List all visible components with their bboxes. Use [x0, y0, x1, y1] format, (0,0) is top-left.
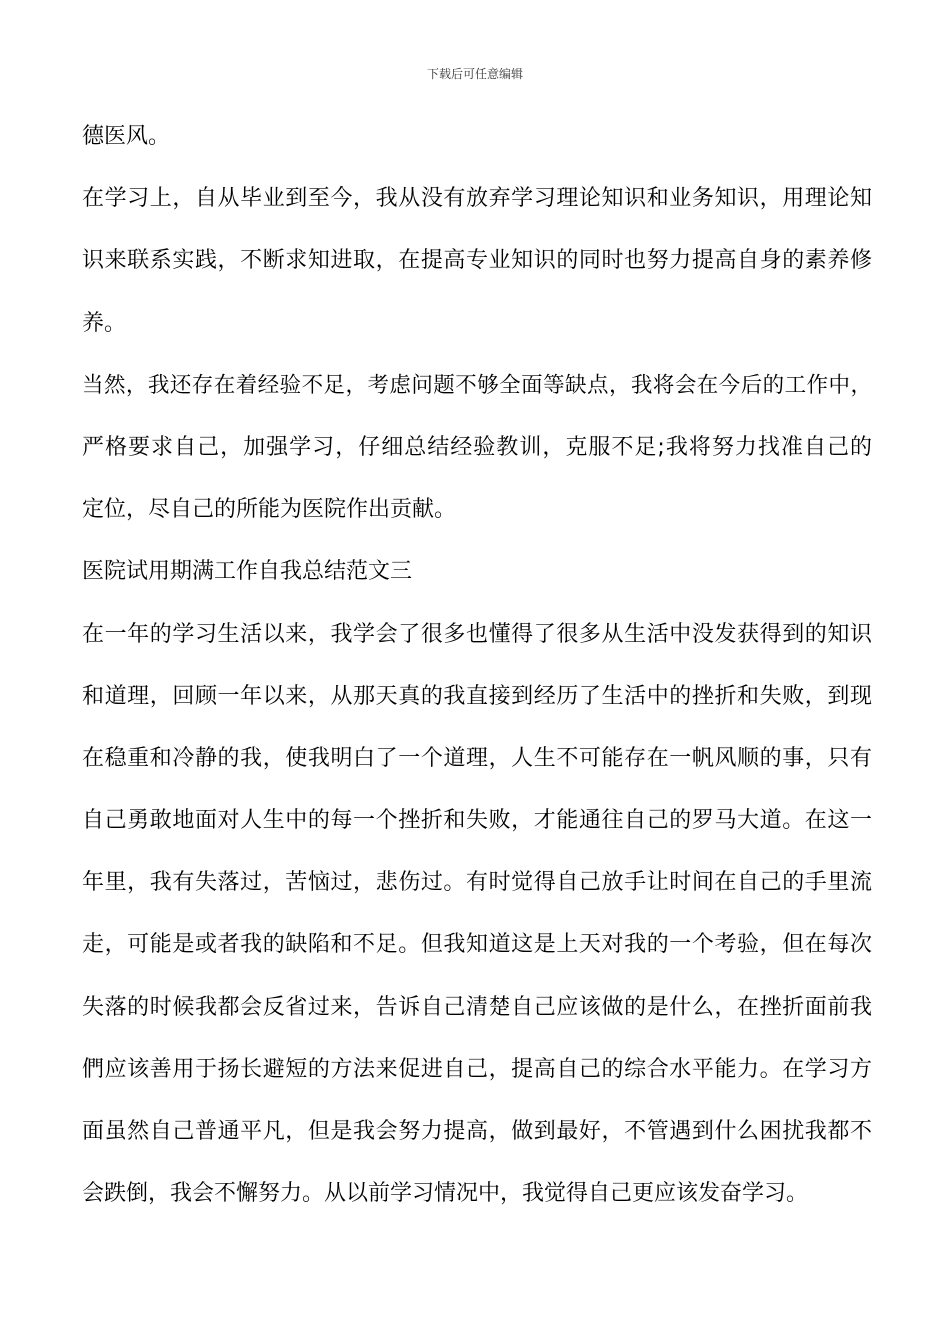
- text-line: 在一年的学习生活以来，我学会了很多也懂得了很多从生活中没发获得到的知识: [82, 621, 872, 647]
- text-line: 在稳重和冷静的我，使我明白了一个道理，人生不可能存在一帆风顺的事，只有: [82, 745, 872, 771]
- text-line: 会跌倒，我会不懈努力。从以前学习情况中，我觉得自己更应该发奋学习。: [82, 1181, 809, 1207]
- document-body: [82, 121, 872, 1240]
- section-heading: 医院试用期满工作自我总结范文三: [82, 559, 413, 585]
- text-line: 年里，我有失落过，苦恼过，悲伤过。有时觉得自己放手让时间在自己的手里流: [82, 870, 872, 896]
- text-line: 严格要求自己，加强学习，仔细总结经验教训，克服不足;我将努力找准自己的: [82, 434, 872, 460]
- text-line: 們应该善用于扬长避短的方法来促进自己，提高自己的综合水平能力。在学习方: [82, 1056, 872, 1082]
- text-line: 当然，我还存在着经验不足，考虑问题不够全面等缺点，我将会在今后的工作中，: [82, 372, 872, 398]
- text-line: 德医风。: [82, 124, 171, 149]
- text-line: 自己勇敢地面对人生中的每一个挫折和失败，才能通往自己的罗马大道。在这一: [82, 808, 872, 834]
- text-line: 面虽然自己普通平凡，但是我会努力提高，做到最好，不管遇到什么困扰我都不: [82, 1119, 872, 1144]
- text-line: 养。: [82, 310, 127, 336]
- text-line: 走，可能是或者我的缺陷和不足。但我知道这是上天对我的一个考验，但在每次: [82, 932, 872, 958]
- text-line: 在学习上，自从毕业到至今，我从没有放弃学习理论知识和业务知识，用理论知: [82, 186, 872, 212]
- text-line: 失落的时候我都会反省过来，告诉自己清楚自己应该做的是什么，在挫折面前我: [82, 994, 872, 1020]
- text-line: 定位，尽自己的所能为医院作出贡献。: [82, 497, 457, 523]
- page-header: 下载后可任意编辑: [426, 67, 523, 81]
- text-line: 识来联系实践，不断求知进取，在提高专业知识的同时也努力提高自身的素养修: [82, 248, 872, 274]
- text-line: 和道理，回顾一年以来，从那天真的我直接到经历了生活中的挫折和失败，到现: [82, 683, 872, 709]
